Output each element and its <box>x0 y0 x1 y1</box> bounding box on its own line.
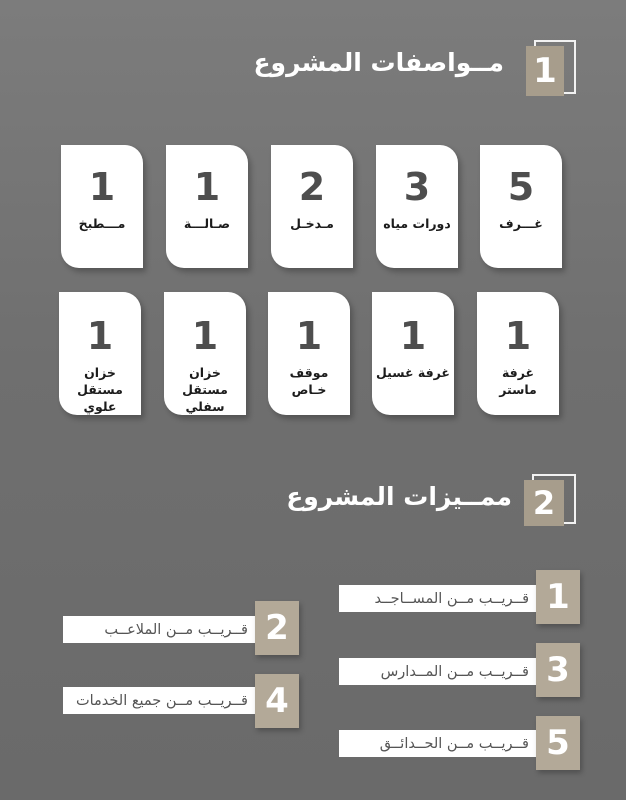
section-2-title: ممــيزات المشروع <box>286 482 512 511</box>
spec-label: مـدخـل <box>290 216 334 231</box>
spec-card-laundry-room <box>372 292 454 415</box>
spec-value: 1 <box>399 314 427 358</box>
spec-value: 1 <box>88 165 116 209</box>
spec-label: صـالـــة <box>183 216 231 231</box>
spec-card-bathrooms <box>376 145 458 268</box>
spec-card-hall <box>166 145 248 268</box>
spec-value: 2 <box>298 165 326 209</box>
section-1-badge: 1 <box>526 46 564 96</box>
feature-badge-1: 1 <box>536 570 580 624</box>
feature-badge-2: 2 <box>255 601 299 655</box>
spec-card-master-room <box>477 292 559 415</box>
spec-label: خزان مستقل علوي <box>77 365 123 414</box>
spec-label: غـــرف <box>499 216 543 231</box>
spec-card-lower-tank <box>164 292 246 415</box>
spec-value: 1 <box>504 314 532 358</box>
feature-text: قــريــب مــن المســاجــد <box>374 590 529 607</box>
spec-label: مـــطبخ <box>78 216 126 231</box>
spec-label: غرفة ماستر <box>499 365 537 397</box>
spec-card-entrances <box>271 145 353 268</box>
feature-text: قــريــب مــن الحــدائــق <box>379 735 529 752</box>
spec-value: 1 <box>295 314 323 358</box>
section-1-title: مــواصفات المشروع <box>253 48 504 77</box>
feature-text: قــريــب مــن المــدارس <box>380 663 529 680</box>
feature-bar-services <box>63 687 260 714</box>
spec-value: 1 <box>86 314 114 358</box>
section-1-header <box>250 38 580 91</box>
feature-badge-5: 5 <box>536 716 580 770</box>
feature-bar-mosques <box>339 585 541 612</box>
section-2-badge: 2 <box>524 480 564 526</box>
feature-badge-4: 4 <box>255 674 299 728</box>
spec-value: 5 <box>507 165 535 209</box>
feature-bar-schools <box>339 658 541 685</box>
spec-card-kitchen <box>61 145 143 268</box>
spec-card-rooms <box>480 145 562 268</box>
spec-card-private-parking <box>268 292 350 415</box>
spec-label: خزان مستقل سفلي <box>182 365 228 414</box>
feature-text: قــريــب مــن الملاعــب <box>104 621 248 638</box>
spec-card-upper-tank <box>59 292 141 415</box>
spec-label: غرفة غسيل <box>376 365 450 380</box>
spec-label: دورات مياه <box>383 216 451 231</box>
section-2-header <box>260 474 580 524</box>
spec-value: 1 <box>191 314 219 358</box>
feature-bar-gardens <box>339 730 541 757</box>
spec-value: 1 <box>193 165 221 209</box>
spec-value: 3 <box>403 165 431 209</box>
feature-badge-3: 3 <box>536 643 580 697</box>
feature-text: قــريــب مــن جميع الخدمات <box>75 692 248 709</box>
spec-label: موقف خـاص <box>289 365 329 397</box>
feature-bar-playgrounds <box>63 616 260 643</box>
